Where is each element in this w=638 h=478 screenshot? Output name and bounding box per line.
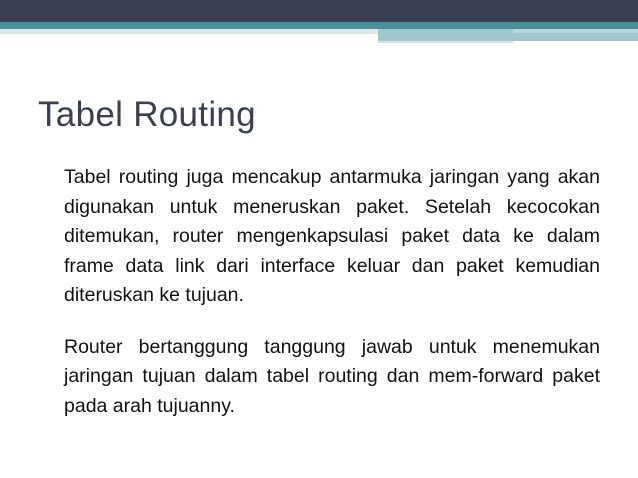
body-paragraph-1: Tabel routing juga mencakup antarmuka jaringan yang akan digunakan untuk meneruskan paket. Setelah kecocokan ditemukan, router mengenkapsulasi paket data ke dalam frame data link dari interface keluar dan paket kemudian diteruskan ke tujuan. xyxy=(64,166,600,306)
body-paragraph-2: Router bertanggung tanggung jawab untuk menemukan jaringan tujuan dalam tabel routing dan mem-forward paket pada arah tujuanny. xyxy=(64,335,600,417)
header-accent-inner xyxy=(378,41,513,43)
slide-title: Tabel Routing xyxy=(38,95,256,134)
slide-body xyxy=(64,163,600,443)
header-band xyxy=(0,0,638,22)
header-accent-line xyxy=(0,22,638,29)
header-light-strip xyxy=(0,29,378,34)
header-accent-right xyxy=(513,29,638,33)
